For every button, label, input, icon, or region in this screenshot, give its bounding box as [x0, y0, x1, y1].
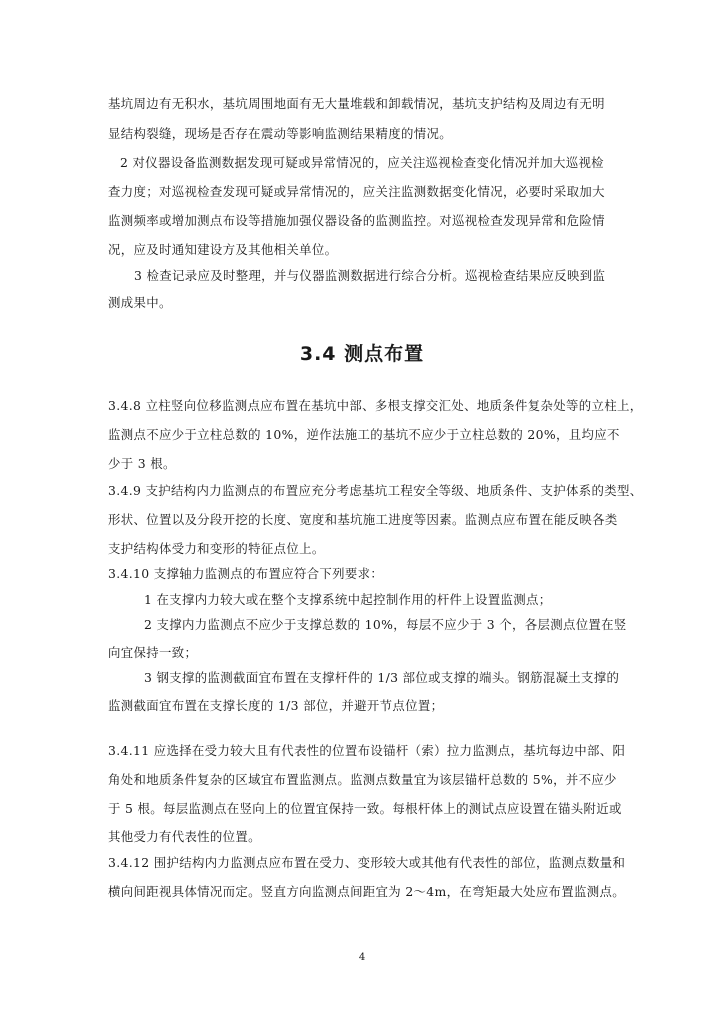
text-line: 3.4.10 支撑轴力监测点的布置应符合下列要求：: [108, 566, 384, 581]
text-line: 监测频率或增加测点布设等措施加强仪器设备的监测监控。对巡视检查发现异常和危险情: [108, 213, 605, 228]
page-number: 4: [358, 952, 366, 963]
text-line: 显结构裂缝，现场是否存在震动等影响监测结果精度的情况。: [108, 126, 452, 141]
text-line: 形状、位置以及分段开挖的长度、宽度和基坑施工进度等因素。监测点应布置在能反映各类: [108, 512, 618, 527]
text-line: 横向间距视具体情况而定。竖直方向监测点间距宜为 2～4m，在弯矩最大处应布置监测点。: [108, 884, 625, 899]
text-line: 2 对仪器设备监测数据发现可疑或异常情况的，应关注巡视检查变化情况并加大巡视检: [120, 155, 604, 170]
text-line: 监测截面宜布置在支撑长度的 1/3 部位，并避开节点位置；: [108, 698, 444, 713]
text-line: 况，应及时通知建设方及其他相关单位。: [108, 242, 338, 257]
text-line: 监测点不应少于立柱总数的 10%，逆作法施工的基坑不应少于立柱总数的 20%，且均应不: [108, 427, 620, 442]
text-line: 2 支撑内力监测点不应少于支撑总数的 10%，每层不应少于 3 个，各层测点位置在竖: [144, 617, 627, 632]
text-line: 基坑周边有无积水，基坑周围地面有无大量堆载和卸载情况，基坑支护结构及周边有无明: [108, 96, 605, 111]
text-line: 3 检查记录应及时整理，并与仪器监测数据进行综合分析。巡视检查结果应反映到监: [134, 268, 606, 283]
text-line: 支护结构体受力和变形的特征点位上。: [108, 541, 325, 556]
text-line: 于 5 根。每层监测点在竖向上的位置宜保持一致。每根杆体上的测试点应设置在锚头附近或: [108, 801, 622, 816]
text-line: 3.4.11 应选择在受力较大且有代表性的位置布设锚杆（索）拉力监测点，基坑每边中部、阳: [108, 743, 626, 758]
text-line: 其他受力有代表性的位置。: [108, 829, 261, 844]
text-line: 查力度；对巡视检查发现可疑或异常情况的，应关注监测数据变化情况，必要时采取加大: [108, 184, 605, 199]
text-line: 测成果中。: [108, 295, 172, 310]
text-line: 向宜保持一致；: [108, 645, 198, 660]
section-heading: 3.4 测点布置: [299, 343, 425, 365]
text-line: 3.4.8 立柱竖向位移监测点应布置在基坑中部、多根支撑交汇处、地质条件复杂处等的立柱上，: [108, 398, 643, 413]
text-line: 3.4.12 围护结构内力监测点应布置在受力、变形较大或其他有代表性的部位，监测点数量和: [108, 855, 626, 870]
text-line: 角处和地质条件复杂的区域宜布置监测点。监测点数量宜为该层锚杆总数的 5%，并不应少: [108, 772, 617, 787]
text-line: 3.4.9 支护结构内力监测点的布置应充分考虑基坑工程安全等级、地质条件、支护体系的类型、: [108, 483, 643, 498]
text-line: 少于 3 根。: [108, 456, 176, 471]
text-line: 1 在支撑内力较大或在整个支撑系统中起控制作用的杆件上设置监测点；: [144, 592, 552, 607]
text-line: 3 钢支撑的监测截面宜布置在支撑杆件的 1/3 部位或支撑的端头。钢筋混凝土支撑的: [144, 670, 620, 685]
